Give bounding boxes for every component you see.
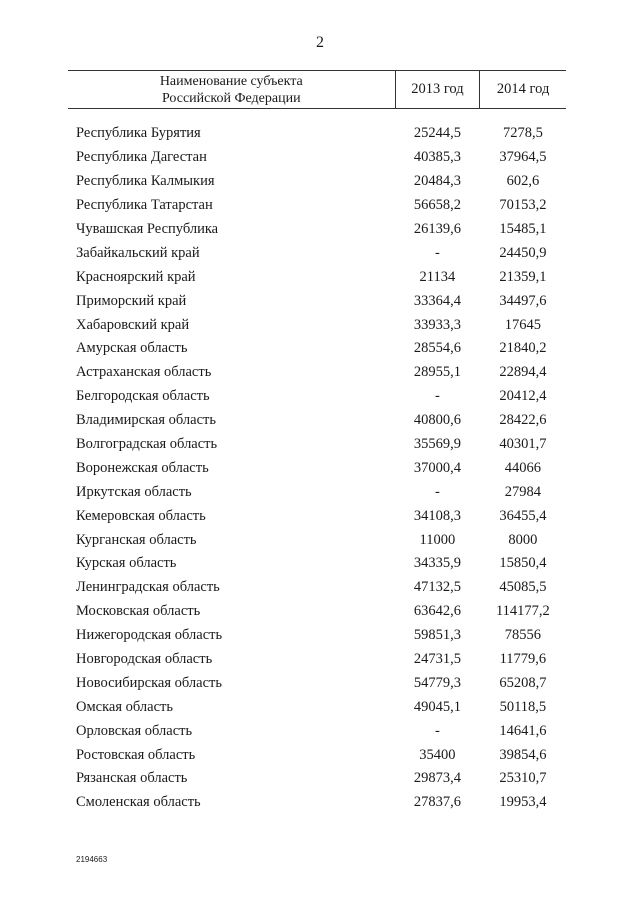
value-2013-cell: 33364,4 [413,292,461,309]
value-2014-cell: 65208,7 [499,674,547,691]
value-2013-cell: 11000 [419,531,456,548]
value-2013-cell: 20484,3 [413,173,461,190]
value-2013-cell: 33933,3 [413,316,461,333]
value-2014-cell: 37964,5 [499,149,547,166]
value-2014-cell: 27984 [504,483,541,500]
value-2013-cell: 35569,9 [413,436,461,453]
header-name-line1: Наименование субъекта [159,73,303,89]
region-name-cell: Забайкальский край [76,244,200,261]
region-name-cell: Смоленская область [76,794,201,811]
region-name-cell: Хабаровский край [76,316,190,333]
value-2014-cell: 15850,4 [499,555,547,572]
value-2014-cell: 36455,4 [499,507,547,524]
region-name-cell: Курганская область [76,531,197,548]
value-2013-cell: 28955,1 [413,364,461,381]
table-row [68,719,566,743]
value-2014-cell: 40301,7 [499,436,547,453]
region-name-cell: Владимирская область [76,412,216,429]
region-name-cell: Республика Калмыкия [76,173,215,190]
value-2014-cell: 11779,6 [499,651,547,668]
value-2014-cell: 22894,4 [499,364,547,381]
value-2013-cell: 37000,4 [413,459,461,476]
table-row [68,170,566,194]
regions-table [68,70,566,815]
value-2014-cell: 19953,4 [499,794,547,811]
table-row [68,791,566,815]
value-2013-cell: 35400 [419,746,456,763]
value-2014-cell: 7278,5 [502,125,543,142]
value-2013-cell: 59851,3 [413,627,461,644]
table-row [68,648,566,672]
value-2014-cell: 8000 [508,531,538,548]
region-name-cell: Омская область [76,698,173,715]
value-2013-cell: 25244,5 [413,125,461,142]
region-name-cell: Волгоградская область [76,436,218,453]
header-spacer [68,109,566,123]
region-name-cell: Астраханская область [76,364,212,381]
table-row [68,409,566,433]
value-2013-cell: 56658,2 [413,197,461,214]
region-name-cell: Рязанская область [76,770,188,787]
table-row [68,695,566,719]
value-2014-cell: 15485,1 [499,221,547,237]
value-2013-cell: 34108,3 [413,507,461,524]
region-name-cell: Ленинградская область [76,579,220,596]
table-row [68,313,566,337]
table-row [68,552,566,576]
value-2014-cell: 14641,6 [499,722,547,739]
value-2013-cell: 21134 [419,268,456,285]
value-2013-cell: - [434,722,440,739]
table-row [68,743,566,767]
region-name-cell: Белгородская область [76,388,210,405]
value-2013-cell: 47132,5 [413,579,461,596]
table-row [68,504,566,528]
table-row [68,146,566,170]
table-row [68,122,566,146]
region-name-cell: Воронежская область [76,459,209,476]
table-row [68,194,566,218]
region-name-cell: Курская область [76,555,177,572]
region-name-cell: Амурская область [76,340,188,357]
value-2013-cell: 40385,3 [413,149,461,166]
value-2014-cell: 602,6 [506,173,540,190]
column-header-2013: 2013 год [395,71,480,109]
document-id: 2194663 [76,855,108,864]
value-2014-cell: 17645 [504,316,541,333]
region-name-cell: Республика Татарстан [76,197,213,214]
region-name-cell: Иркутская область [76,483,192,500]
table-row [68,576,566,600]
value-2014-cell: 70153,2 [499,197,547,214]
table-header [68,71,566,109]
region-name-cell: Новгородская область [76,651,213,668]
region-name-cell: Новосибирская область [76,674,222,691]
table-row [68,337,566,361]
value-2013-cell: - [434,244,440,261]
region-name-cell: Кемеровская область [76,507,206,524]
value-2014-cell: 39854,6 [499,746,547,763]
value-2013-cell: 40800,6 [413,412,461,429]
column-header-region-name [68,71,395,109]
value-2013-cell: 34335,9 [413,555,461,572]
table-row [68,218,566,242]
table-body [68,109,566,815]
header-name-line2: Российской Федерации [161,90,301,106]
region-name-cell: Республика Дагестан [76,149,207,166]
table-row [68,671,566,695]
value-2013-cell: 28554,6 [413,340,461,357]
table-row [68,528,566,552]
value-2014-cell: 45085,5 [499,579,547,596]
value-2014-cell: 78556 [504,627,541,644]
value-2013-cell: 24731,5 [413,651,461,668]
table-row [68,480,566,504]
table-row [68,289,566,313]
region-name-cell: Приморский край [76,292,187,309]
value-2014-cell: 21359,1 [499,268,547,285]
value-2013-cell: 26139,6 [413,221,461,237]
value-2014-cell: 21840,2 [499,340,547,357]
table-row [68,265,566,289]
table-row [68,433,566,457]
value-2013-cell: 63642,6 [413,603,461,620]
region-name-cell: Республика Бурятия [76,125,201,142]
value-2013-cell: 54779,3 [413,674,461,691]
region-name-cell: Московская область [76,603,201,620]
page-number: 2 [316,34,324,51]
region-name-cell: Красноярский край [76,268,196,285]
value-2014-cell: 34497,6 [499,292,547,309]
table-row [68,767,566,791]
column-header-2014: 2014 год [480,71,566,109]
table-row [68,456,566,480]
value-2013-cell: 29873,4 [413,770,461,787]
region-name-cell: Орловская область [76,722,193,739]
value-2014-cell: 28422,6 [499,412,547,429]
value-2013-cell: - [434,388,440,405]
value-2014-cell: 50118,5 [499,698,547,715]
value-2013-cell: - [434,483,440,500]
table-row [68,361,566,385]
region-name-cell: Чувашская Республика [76,221,219,237]
table-row [68,385,566,409]
value-2014-cell: 44066 [504,459,541,476]
table-row [68,624,566,648]
value-2013-cell: 27837,6 [413,794,461,811]
value-2014-cell: 25310,7 [499,770,547,787]
value-2014-cell: 114177,2 [495,603,550,620]
region-name-cell: Ростовская область [76,746,196,763]
table-row [68,600,566,624]
value-2013-cell: 49045,1 [413,698,461,715]
value-2014-cell: 20412,4 [499,388,547,405]
value-2014-cell: 24450,9 [499,244,547,261]
table-row [68,241,566,265]
region-name-cell: Нижегородская область [76,627,223,644]
